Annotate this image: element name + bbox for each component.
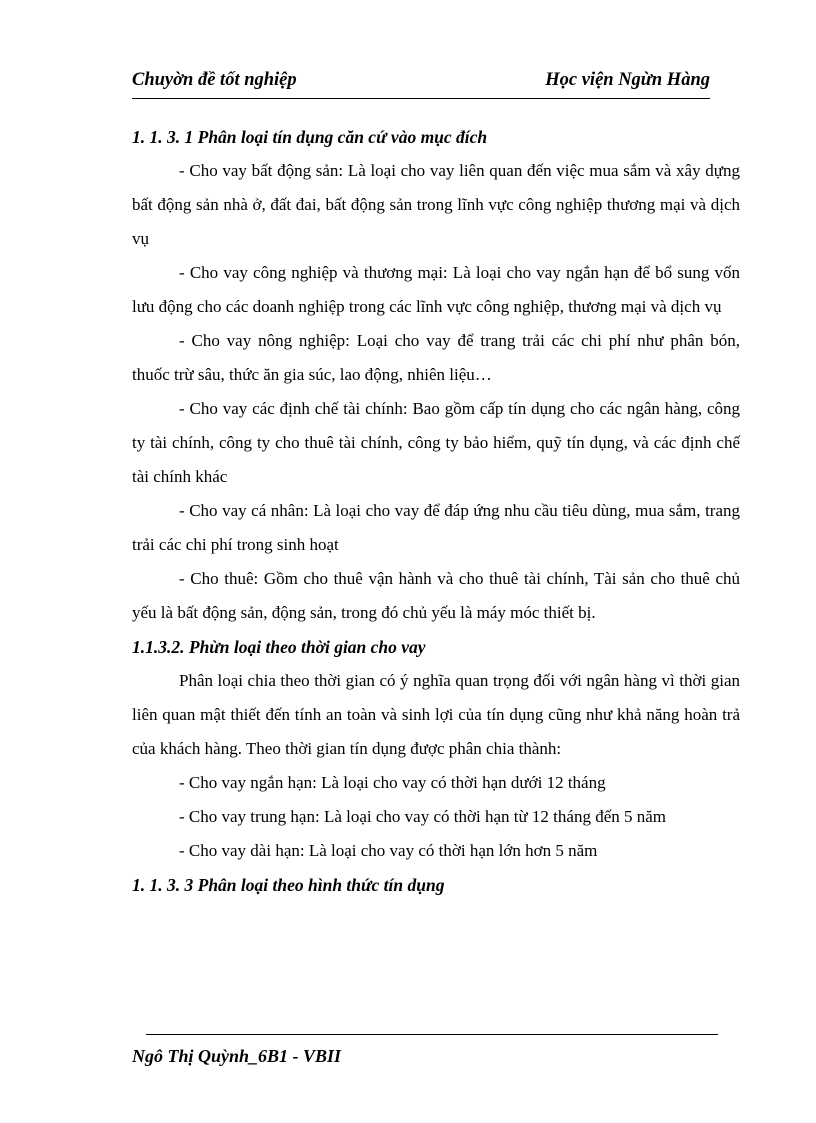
page-footer: Ngô Thị Quỳnh_6B1 - VBII [132,1046,342,1066]
list-item: - Cho vay dài hạn: Là loại cho vay có thời hạn lớn hơn 5 năm [179,841,598,860]
footer-divider [146,1034,718,1035]
list-item: - Cho vay nông nghiệp: Loại cho vay để trang trải các chi phí như phân bón, thuốc trừ sâu, thức ăn gia súc, lao động, nhiên liệu… [132,331,740,384]
list-item: - Cho vay ngắn hạn: Là loại cho vay có thời hạn dưới 12 tháng [179,773,606,792]
list-item: - Cho vay công nghiệp và thương mại: Là loại cho vay ngắn hạn để bổ sung vốn lưu động cho các doanh nghiệp trong các lĩnh vực công nghiệp, thương mại và dịch vụ [132,263,740,316]
list-item: - Cho thuê: Gồm cho thuê vận hành và cho thuê tài chính, Tài sản cho thuê chủ yếu là bất động sản, động sản, trong đó chủ yếu là máy móc thiết bị. [132,569,740,622]
section-heading-form: 1. 1. 3. 3 Phân loại theo hình thức tín dụng [132,875,445,895]
list-item: - Cho vay cá nhân: Là loại cho vay để đáp ứng nhu cầu tiêu dùng, mua sắm, trang trải các chi phí trong sinh hoạt [132,501,740,554]
section-intro-paragraph: Phân loại chia theo thời gian có ý nghĩa quan trọng đối với ngân hàng vì thời gian liên quan mật thiết đến tính an toàn và sinh lợi của tín dụng cũng như khả năng hoàn trả của khách hàng. Theo thời gian tín dụng được phân chia thành: [132,671,740,758]
section-heading-time: 1.1.3.2. Phừn loại theo thời gian cho vay [132,637,426,657]
header-left-title: Chuyờn đề tốt nghiệp [132,70,297,90]
header-right-title: Học viện Ngừn Hàng [545,70,710,90]
page-header [132,66,710,99]
list-item: - Cho vay trung hạn: Là loại cho vay có thời hạn từ 12 tháng đến 5 năm [179,807,667,826]
list-item: - Cho vay các định chế tài chính: Bao gồm cấp tín dụng cho các ngân hàng, công ty tài chính, công ty cho thuê tài chính, công ty bảo hiểm, quỹ tín dụng, và các định chế tài chính khác [132,399,740,486]
document-body [132,120,740,902]
section-heading-purpose: 1. 1. 3. 1 Phân loại tín dụng căn cứ vào mục đích [132,127,488,147]
list-item: - Cho vay bất động sản: Là loại cho vay liên quan đến việc mua sắm và xây dựng bất động sản nhà ở, đất đai, bất động sản trong lĩnh vực công nghiệp thương mại và dịch vụ [132,161,740,248]
